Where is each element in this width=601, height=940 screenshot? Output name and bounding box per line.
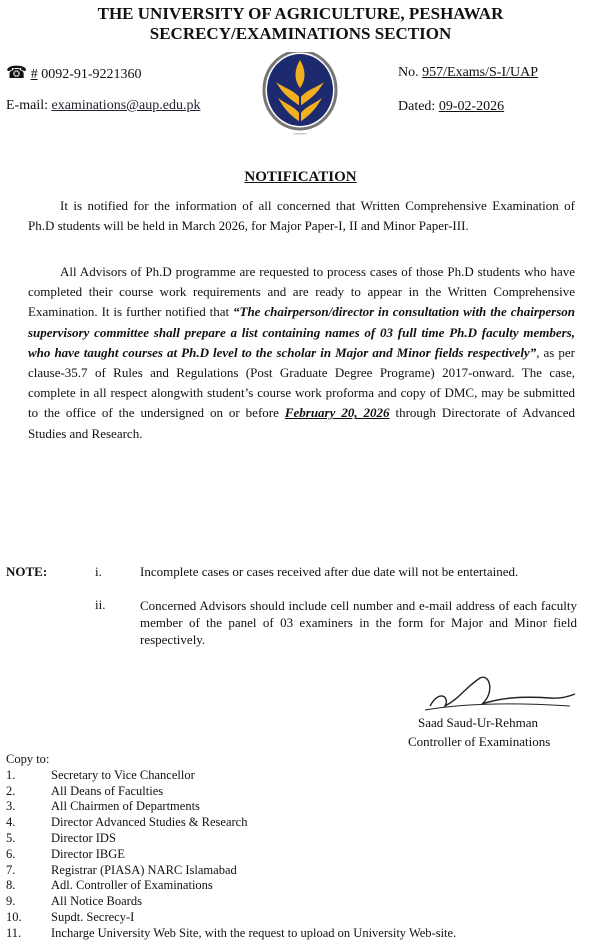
list-item: 5. Director IDS [6, 830, 116, 845]
notification-heading: NOTIFICATION [244, 169, 357, 185]
note-label: NOTE: [6, 564, 48, 579]
paragraph-1: It is notified for the information of all concerned that Written Comprehensive Examination of Ph.D students will be held in March 2026, for Major Paper-I, II and Minor Paper-III. [28, 198, 575, 234]
email-link[interactable]: examinations@aup.edu.pk [51, 98, 201, 113]
list-item: 1. Secretary to Vice Chancellor [6, 767, 195, 782]
list-item: 6. Director IBGE [6, 846, 125, 861]
copy-to-label: Copy to: [6, 752, 50, 766]
signature [420, 668, 580, 714]
note-item-2: Concerned Advisors should include cell number and e-mail address of each faculty member of the panel of 03 examiners in the form for Major and Minor field respectively. [140, 598, 577, 647]
signatory-name: Saad Saud-Ur-Rehman [418, 715, 538, 730]
list-item: 10. Supdt. Secrecy-I [6, 909, 135, 924]
telephone-icon: ☎ [6, 63, 28, 82]
university-logo [258, 52, 342, 138]
list-item: 3. All Chairmen of Departments [6, 799, 200, 814]
list-item: 7. Registrar (PIASA) NARC Islamabad [6, 862, 237, 877]
reference-number: No. 957/Exams/S-I/UAP [398, 65, 539, 80]
note-num-1: i. [95, 564, 102, 579]
note-num-2: ii. [95, 597, 106, 612]
section-title: SECRECY/EXAMINATIONS SECTION [149, 24, 452, 43]
list-item: 2. All Deans of Faculties [6, 783, 164, 798]
deadline-date: February 20, 2026 [284, 405, 390, 421]
list-item: 4. Director Advanced Studies & Research [6, 815, 248, 830]
list-item: 8. Adl. Controller of Examinations [6, 878, 213, 893]
paragraph-2: All Advisors of Ph.D programme are requested to process cases of those Ph.D students who have completed their course work requirements and are ready to appear in the Written Comprehensive Examination. It is further notified that “The chairperson/director in consultation with the chairperson supervisory committee shall prepare a list containing names of 03 full time Ph.D faculty members, who have taught courses at Ph.D level to the scholar in Major and Minor fields respectively”, as per clause-35.7 of Rules and Regulations (Post Graduate Degree Programe) 2017-onward. The case, complete in all respect alongwith student’s course work proforma and copy of DMC, may be submitted to the office of the undersigned on or before February 20, 2026 through Directorate of Advanced Studies and Research. [28, 264, 576, 441]
email-line: E-mail: examinations@aup.edu.pk [6, 98, 201, 113]
svg-text:~~~~: ~~~~ [293, 132, 307, 138]
date-line: Dated: 09-02-2026 [398, 99, 505, 114]
phone-line: ☎ # 0092-91-9221360 [6, 63, 142, 82]
list-item: 9. All Notice Boards [6, 894, 142, 909]
note-item-1: Incomplete cases or cases received after due date will not be entertained. [140, 564, 519, 579]
list-item: 11. Incharge University Web Site, with the request to upload on University Web-site. [6, 925, 457, 940]
copy-to-list [6, 752, 456, 940]
signatory-title: Controller of Examinations [408, 734, 551, 749]
university-title: THE UNIVERSITY OF AGRICULTURE, PESHAWAR [97, 4, 504, 23]
